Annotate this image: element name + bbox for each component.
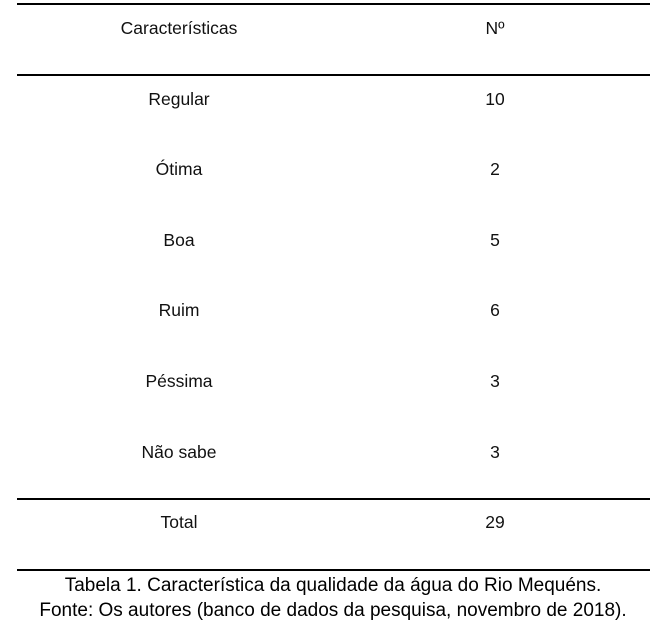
row-value-nao-sabe: 3	[490, 442, 500, 462]
table-source: Fonte: Os autores (banco de dados da pesquisa, novembro de 2018).	[39, 600, 627, 621]
table-bottom-rule	[17, 569, 650, 571]
row-value-ruim: 6	[490, 300, 500, 320]
data-table	[17, 0, 650, 572]
table-top-rule	[17, 3, 650, 5]
total-rule	[17, 498, 650, 500]
row-label-ruim: Ruim	[158, 300, 200, 320]
total-value: 29	[485, 512, 505, 532]
header-number: Nº	[485, 18, 505, 38]
row-label-pessima: Péssima	[145, 371, 213, 391]
total-label: Total	[160, 512, 198, 532]
row-value-regular: 10	[485, 89, 505, 109]
row-value-pessima: 3	[490, 371, 500, 391]
header-rule	[17, 74, 650, 76]
row-label-nao-sabe: Não sabe	[141, 442, 217, 462]
header-characteristics: Características	[120, 18, 238, 38]
row-label-boa: Boa	[163, 230, 195, 250]
row-value-boa: 5	[490, 230, 500, 250]
row-label-regular: Regular	[148, 89, 210, 109]
row-value-otima: 2	[490, 159, 500, 179]
table-caption: Tabela 1. Característica da qualidade da água do Rio Mequéns.	[64, 575, 602, 596]
row-label-otima: Ótima	[155, 159, 203, 179]
